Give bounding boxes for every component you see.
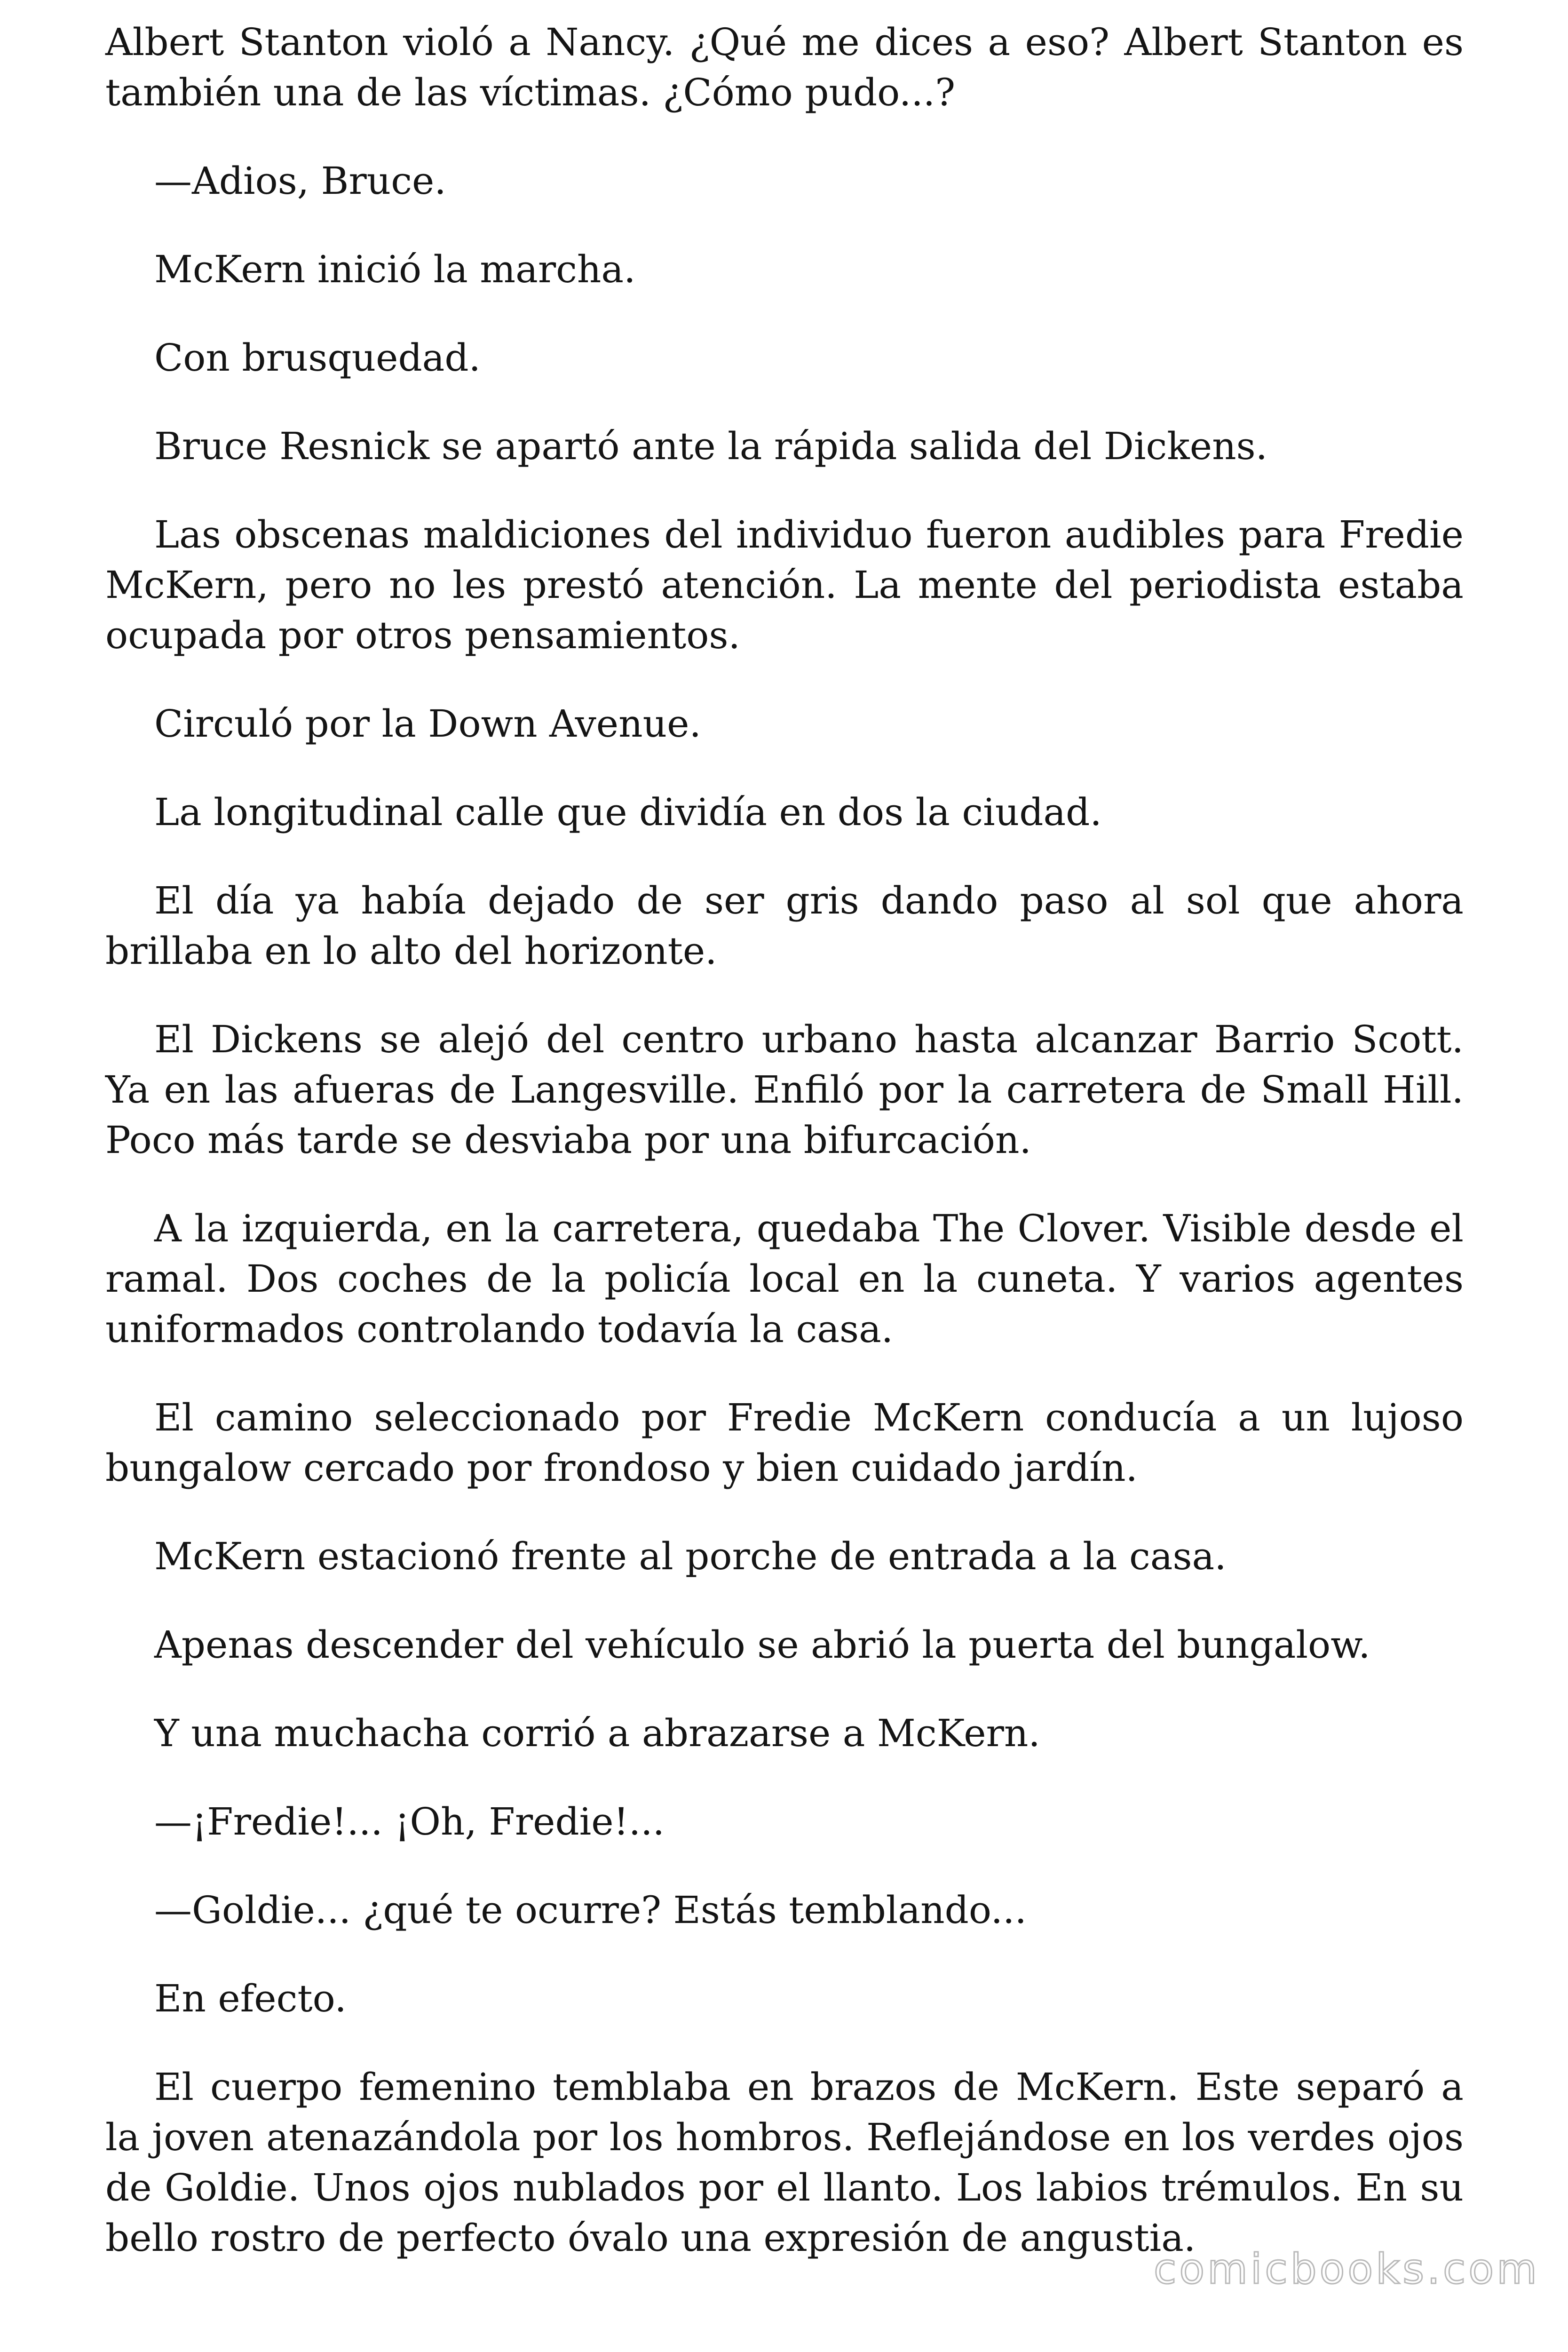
paragraph-dialogue: —¡Fredie!... ¡Oh, Fredie!...	[154, 1800, 665, 1843]
book-page-text	[105, 17, 1464, 2263]
paragraph: McKern estacionó frente al porche de entrada a la casa.	[154, 1534, 1227, 1578]
paragraph: Circuló por la Down Avenue.	[154, 702, 701, 746]
paragraph: El camino seleccionado por Fredie McKern conducía a un lujoso bungalow cercado por frondoso y bien cuidado jardín.	[105, 1396, 1464, 1490]
paragraph-dialogue: —Adios, Bruce.	[154, 159, 446, 203]
paragraph: Con brusquedad.	[154, 336, 481, 380]
paragraph: Las obscenas maldiciones del individuo fueron audibles para Fredie McKern, pero no les prestó atención. La mente del periodista estaba ocupada por otros pensamientos.	[105, 513, 1464, 657]
paragraph-continuation: Albert Stanton violó a Nancy. ¿Qué me dices a eso? Albert Stanton es también una de las víctimas. ¿Cómo pudo...?	[105, 20, 1464, 114]
paragraph: El cuerpo femenino temblaba en brazos de McKern. Este separó a la joven atenazándola por los hombros. Reflejándose en los verdes ojos de Goldie. Unos ojos nublados por el llanto. Los labios trémulos. En su bello rostro de perfecto óvalo una expresión de angustia.	[105, 2065, 1464, 2260]
paragraph: McKern inició la marcha.	[154, 247, 636, 291]
paragraph: Bruce Resnick se apartó ante la rápida salida del Dickens.	[154, 424, 1268, 468]
paragraph: El día ya había dejado de ser gris dando paso al sol que ahora brillaba en lo alto del horizonte.	[105, 879, 1464, 973]
paragraph: Apenas descender del vehículo se abrió la puerta del bungalow.	[154, 1623, 1370, 1667]
paragraph: El Dickens se alejó del centro urbano hasta alcanzar Barrio Scott. Ya en las afueras de Langesville. Enfiló por la carretera de Small Hill. Poco más tarde se desviaba por una bifurcación.	[105, 1017, 1464, 1162]
paragraph: La longitudinal calle que dividía en dos la ciudad.	[154, 790, 1102, 834]
watermark: comicbooks.com	[1153, 2245, 1540, 2293]
paragraph-dialogue: —Goldie... ¿qué te ocurre? Estás temblando...	[154, 1888, 1027, 1932]
paragraph: En efecto.	[154, 1977, 347, 2020]
paragraph: A la izquierda, en la carretera, quedaba The Clover. Visible desde el ramal. Dos coches de la policía local en la cuneta. Y varios agentes uniformados controlando todavía la casa.	[105, 1207, 1464, 1351]
paragraph: Y una muchacha corrió a abrazarse a McKern.	[154, 1711, 1040, 1755]
